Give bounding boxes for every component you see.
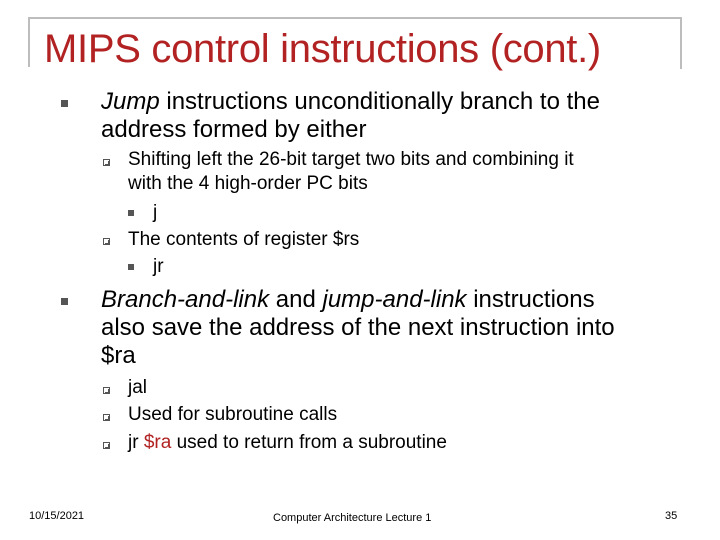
bullet-link xyxy=(101,286,615,370)
bullet-text-line2: also save the address of the next instruction into xyxy=(101,314,615,341)
title-frame-left xyxy=(28,17,30,67)
jump-term: Jump xyxy=(101,88,160,115)
title-frame-top xyxy=(28,17,682,19)
bullet-jump xyxy=(101,88,600,144)
jr-text: jr xyxy=(128,432,144,453)
instr-jr: jr xyxy=(153,256,164,277)
ra-register: $ra xyxy=(143,432,172,453)
branch-and-link-term: Branch-and-link xyxy=(101,286,270,313)
sub-bullet-line1: Shifting left the 26-bit target two bits and combining it xyxy=(128,149,574,170)
footer-date: 10/15/2021 xyxy=(29,510,85,522)
return-text: used to return from a subroutine xyxy=(171,432,447,453)
bullet-text-line3: $ra xyxy=(101,342,136,369)
sub-bullet-shift xyxy=(128,148,574,196)
jump-and-link-term: jump-and-link xyxy=(322,286,467,313)
bullet-text: and xyxy=(269,286,323,313)
sub-bullet-icon xyxy=(103,414,110,421)
bullet-square-icon xyxy=(61,100,68,107)
bullet-square-icon xyxy=(128,210,134,216)
slide-title: MIPS control instructions (cont.) xyxy=(44,27,601,71)
sub-bullet-icon xyxy=(103,159,110,166)
footer-course: Computer Architecture Lecture 1 xyxy=(273,512,432,524)
sub-bullet-line2: with the 4 high-order PC bits xyxy=(128,173,368,194)
sub-bullet-icon xyxy=(103,238,110,245)
sub-bullet-icon xyxy=(103,387,110,394)
sub-bullet-subroutine: Used for subroutine calls xyxy=(128,404,338,425)
bullet-text: instructions xyxy=(466,286,595,313)
bullet-text: instructions unconditionally branch to the xyxy=(159,88,600,115)
bullet-square-icon xyxy=(61,298,68,305)
sub-bullet-jal: jal xyxy=(128,377,148,398)
title-frame-right xyxy=(680,17,682,69)
sub-bullet-icon xyxy=(103,442,110,449)
bullet-square-icon xyxy=(128,264,134,270)
footer-page-number: 35 xyxy=(665,510,678,522)
sub-bullet-rs: The contents of register $rs xyxy=(128,229,360,250)
sub-bullet-return xyxy=(128,431,447,455)
bullet-text-line2: address formed by either xyxy=(101,116,367,143)
instr-j: j xyxy=(153,202,158,223)
